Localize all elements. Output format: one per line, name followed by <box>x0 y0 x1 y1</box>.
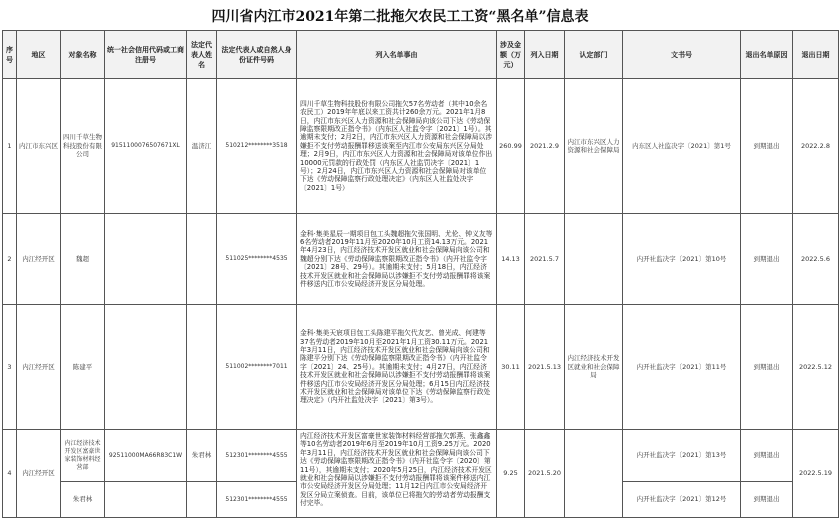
cell-rep <box>187 214 217 305</box>
table-row <box>3 305 839 430</box>
cell-reason: 金科·集美天宸项目包工头陈建平拖欠代友艺、曾光成、何建等37名劳动者2019年10月至2021年1月工资30.11万元。2021年3月11日，内江经济技术开发区就业和社会保障局向该公司和陈建平分别下达《劳动保障监察限期改正指令书》（内开社监令字〔2021〕24、25号）。其逾期未支付；4月27日，内江经济技术开发区就业和社会保障局以涉嫌拒不支付劳动报酬罪将该案件移送内江市公安局经济开发区分局处理；6月15日内江经济技术开发区就业和社会保障局对该单位下达《劳动保障监察行政处理决定》（内开社监处决字〔2021〕第3号）。 <box>297 305 497 430</box>
cell-name: 朱君林 <box>61 482 105 518</box>
cell-region: 内江经开区 <box>17 305 61 430</box>
cell-id: 512301********4555 <box>217 430 297 482</box>
header-reason: 列入名单事由 <box>297 31 497 79</box>
cell-dept: 内江经济技术开发区就业和社会保障局 <box>565 305 623 430</box>
cell-date: 2021.5.20 <box>525 430 565 518</box>
cell-region: 内江经开区 <box>17 430 61 518</box>
cell-code <box>105 305 187 430</box>
cell-reason: 金科·集美星辰一期项目包工头魏超拖欠张国明、尤伦、钟义友等6名劳动者2019年11月至2020年10月工资14.13万元。2021年4月23日，内江经济技术开发区就业和社会保障局向该公司和魏超分别下达《劳动保障监察限期改正指令书》（内开社监令字〔2021〕28号、29号）。其逾期未支付；5月18日，内江经济技术开发区就业和社会保障局以涉嫌拒不支付劳动报酬罪将该案件移送内江市公安局经济开发区分局处理。 <box>297 214 497 305</box>
cell-rep: 温济江 <box>187 79 217 214</box>
cell-region: 内江市东兴区 <box>17 79 61 214</box>
cell-name: 四川千草生物科技股份有限公司 <box>61 79 105 214</box>
cell-id: 510212********3518 <box>217 79 297 214</box>
cell-doc: 内开社监决字〔2021〕第13号 <box>623 430 741 482</box>
cell-code <box>105 482 187 518</box>
table-row <box>3 430 839 482</box>
cell-reason: 内江经济技术开发区富豪世家装饰材料经营部拖欠郭燕、张鑫鑫等10名劳动者2019年6月至2019年10月工资9.25万元。2020年3月11日，内江经济技术开发区就业和社会保障局向该公司下达《劳动保障监察限期改正指令书》（内开社监令字〔2020〕第11号），其逾期未支付；2020年5月25日，内江经济技术开发区就业和社会保障局以涉嫌拒不支付劳动报酬罪将该案件移送内江市公安局经济开发区分局处理；11月12日内江市公安局经济开发区分局立案侦查。目前，该单位已将拖欠的劳动者劳动报酬支付完毕。 <box>297 430 497 518</box>
cell-code: 9151100076507671XL <box>105 79 187 214</box>
cell-id: 511025********4535 <box>217 214 297 305</box>
blacklist-table <box>2 30 839 518</box>
cell-exit-reason: 到期退出 <box>741 482 793 518</box>
cell-dept <box>565 430 623 518</box>
cell-amount: 260.99 <box>497 79 525 214</box>
header-doc: 文书号 <box>623 31 741 79</box>
cell-seq: 4 <box>3 430 17 518</box>
header-amount: 涉及金额（万元） <box>497 31 525 79</box>
cell-exit-date: 2022.5.12 <box>793 305 839 430</box>
header-seq: 序号 <box>3 31 17 79</box>
cell-rep: 朱君林 <box>187 430 217 482</box>
cell-doc: 内东区人社监决字〔2021〕第1号 <box>623 79 741 214</box>
cell-id: 512301********4555 <box>217 482 297 518</box>
header-id: 法定代表人或自然人身份证件号码 <box>217 31 297 79</box>
header-date: 列入日期 <box>525 31 565 79</box>
cell-amount: 9.25 <box>497 430 525 518</box>
cell-region: 内江经开区 <box>17 214 61 305</box>
cell-doc: 内开社监决字〔2021〕第10号 <box>623 214 741 305</box>
cell-reason: 四川千草生物科技股份有限公司拖欠57名劳动者（其中10余名农民工）2019年年底以来工资共计260余万元。2021年1月8日，内江市东兴区人力资源和社会保障局向该公司下达《劳动保障监察限期改正指令书》（内东区人社监令字〔2021〕1号）。其逾期未支付；2月2日，内江市东兴区人力资源和社会保障局以涉嫌拒不支付劳动报酬罪移送该案至内江市公安局东兴区分局处理；2月9日，内江市东兴区人力资源和社会保障局对该单位作出10000元罚款的行政处罚（内东区人社监罚决字〔2021〕1号）；2月24日，内江市东兴区人力资源和社会保障局对该单位下达《劳动保障监察行政处理决定》（内东区人社监处决字〔2021〕1号） <box>297 79 497 214</box>
page-title: 四川省内江市2021年第二批拖欠农民工工资“黑名单”信息表 <box>211 9 589 25</box>
header-exit-date: 退出日期 <box>793 31 839 79</box>
cell-amount: 14.13 <box>497 214 525 305</box>
cell-name: 陈建平 <box>61 305 105 430</box>
cell-id: 511002********7011 <box>217 305 297 430</box>
cell-rep <box>187 482 217 518</box>
table-row <box>3 214 839 305</box>
cell-exit-date: 2022.5.19 <box>793 430 839 518</box>
header-exit-reason: 退出名单原因 <box>741 31 793 79</box>
cell-code <box>105 214 187 305</box>
cell-doc: 内开社监决字〔2021〕第12号 <box>623 482 741 518</box>
cell-date: 2021.5.13 <box>525 305 565 430</box>
cell-seq: 2 <box>3 214 17 305</box>
cell-exit-date: 2022.2.8 <box>793 79 839 214</box>
cell-amount: 30.11 <box>497 305 525 430</box>
cell-exit-reason: 到期退出 <box>741 79 793 214</box>
cell-exit-date: 2022.5.6 <box>793 214 839 305</box>
cell-dept <box>565 214 623 305</box>
header-region: 地区 <box>17 31 61 79</box>
cell-exit-reason: 到期退出 <box>741 305 793 430</box>
cell-rep <box>187 305 217 430</box>
cell-exit-reason: 到期退出 <box>741 430 793 482</box>
cell-seq: 1 <box>3 79 17 214</box>
cell-name: 内江经济技术开发区富豪世家装饰材料经营部 <box>61 430 105 482</box>
cell-code: 92511000MA66R83C1W <box>105 430 187 482</box>
cell-name: 魏超 <box>61 214 105 305</box>
header-name: 对象名称 <box>61 31 105 79</box>
cell-date: 2021.5.7 <box>525 214 565 305</box>
cell-date: 2021.2.9 <box>525 79 565 214</box>
header-code: 统一社会信用代码或工商注册号 <box>105 31 187 79</box>
cell-seq: 3 <box>3 305 17 430</box>
cell-dept: 内江市东兴区人力资源和社会保障局 <box>565 79 623 214</box>
table-header-row <box>3 31 839 79</box>
table-row <box>3 79 839 214</box>
header-rep: 法定代表人姓名 <box>187 31 217 79</box>
header-dept: 认定部门 <box>565 31 623 79</box>
cell-exit-reason: 到期退出 <box>741 214 793 305</box>
cell-doc: 内开社监决字〔2021〕第11号 <box>623 305 741 430</box>
